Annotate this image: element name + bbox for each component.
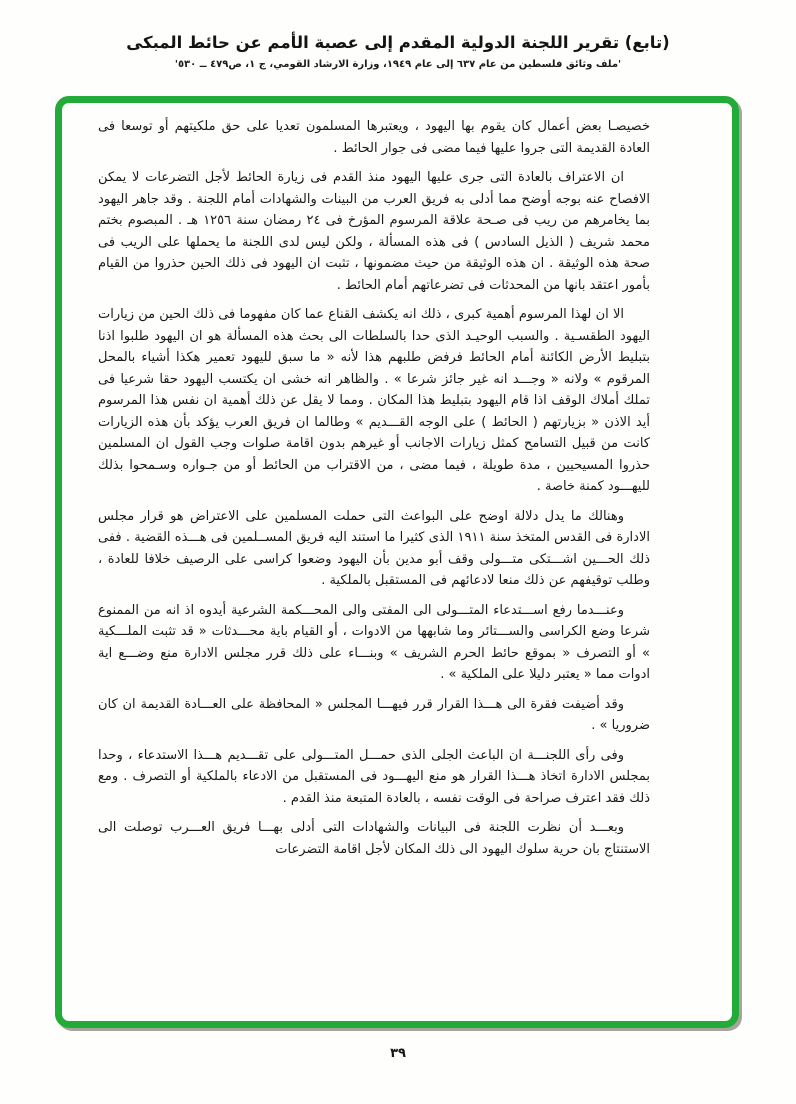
paragraph: وعنـــدما رفع اســـتدعاء المتـــولى الى المفتى والى المحـــكمة الشرعية أيدوه اذ انه من الممنوع شرعا وضع الكراسى والســـتائر وما شابهها من الادوات ، أو القيام باية محـــدثات « قد تثبت الملـــكية » أو التصرف « بموقع حائط الحرم الشريف » وبنـــاء على ذلك قرر مجلس الادارة منع وضـــع اية ادوات مما « يعتبر دليلا على الملكية » . [98, 602, 650, 682]
paragraph: ان الاعتراف بالعادة التى جرى عليها اليهود منذ القدم فى زيارة الحائط لأجل التضرعات لا يمكن الافصاح عنه بوجه أوضح مما أدلى به فريق العرب من البينات والشهادات أمام اللجنة . وقد جاهر اليهود بما يخامرهم من ريب فى صـحة علاقة المرسوم المؤرخ فى ٢٤ رمضان سنة ١٢٥٦ هـ . المبصوم بختم محمد شريف ( الذيل السادس ) فى هذه المسألة ، ولكن ليس لدى اللجنة ما يحملها على الريب فى صحة هذه الوثيقة . ان هذه الوثيقة من حيث مضمونها ، تثبت ان اليهود فى ذلك الحين حذروا من القيام بأمور اعتقد بانها من المحدثات فى تضرعاتهم أمام الحائط . [98, 170, 650, 293]
document-source-citation: 'ملف وثائق فلسطين من عام ٦٣٧ إلى عام ١٩٤٩، وزارة الارشاد القومي، ج ١، ص٤٧٩ ــ ٥٣٠' [174, 59, 622, 70]
page-number: ٣٩ [390, 1046, 406, 1061]
paragraph: وهنالك ما يدل دلالة اوضح على البواعث التى حملت المسلمين على الاعتراض هو قرار مجلس الادارة فى القدس المتخذ سنة ١٩١١ الذى كثيرا ما استند اليه فريق المســلمين فى هـــذه القضية . ففى ذلك الحـــين اشـــتكى متـــولى وقف أبو مدين بأن اليهود وضعوا كراسى على الرصيف خلافا للعادة ، وطلب توقيفهم عن ذلك منعا لادعائهم فى المستقبل بالملكية . [98, 508, 650, 588]
paragraph: وقد أضيفت فقرة الى هـــذا القرار قرر فيهـــا المجلس « المحافظة على العـــادة القديمة ان كان ضروريا » . [98, 696, 650, 733]
document-body [98, 116, 650, 860]
paragraph: الا ان لهذا المرسوم أهمية كبرى ، ذلك انه يكشف القناع عما كان مفهوما فى ذلك الحين من زيارات اليهود الطقسـية . والسبب الوحيـد الذى حدا بالسلطات الى بحث هذه المسألة هو ان اليهود طلبوا اذنا بتبليط الأرض الكائنة أمام الحائط فرفض طلبهم هذا لأنه « ما سبق لليهود تعمير هكذا أشياء بالمحل المرقوم » ولانه « وجـــد انه غير جائز شرعا » . والظاهر انه خشى ان يكتسب اليهود حقا شرعيا فى تملك أملاك الوقف اذا قام اليهود بتبليط هذا المكان . ومما لا يقل عن ذلك أهمية ان نفس هذا المرسوم أيد الاذن « بزيارتهم ( الحائط ) على الوجه القـــديم » وطالما ان فريق العرب يؤكد بأن هذه الزيارات كانت من قبيل التسامح كمثل زيارات الاجانب أو غيرهم بدون اقامة صلوات وجب القول ان المسلمين حذروا المسيحيين ، مدة طويلة ، فيما مضى ، من الاقتراب من الحائط أو من جـواره وسـمحوا بذلك لليهـــود كمنة خاصة . [98, 307, 650, 494]
page-header [0, 33, 796, 70]
paragraph: وفى رأى اللجنـــة ان الباعث الجلى الذى حمـــل المتـــولى على تقـــديم هـــذا الاستدعاء ، وحدا بمجلس الادارة اتخاذ هـــذا القرار هو منع اليهـــود فى المستقبل من الادعاء بالملكية أو التصرف . ومع ذلك فقد اعترف صراحة فى الوقت نفسه ، بالعادة المتبعة منذ القدم . [98, 747, 650, 806]
paragraph-continuation: خصيصـا بعض أعمال كان يقوم بها اليهود ، ويعتبرها المسلمون تعديا على حق ملكيتهم أو توسعا فى العادة القديمة التى جروا عليها فيما مضى فى جوار الحائط . [98, 119, 650, 156]
paragraph: وبعـــد أن نظرت اللجنة فى البيانات والشهادات التى أدلى بهـــا فريق العـــرب توصلت الى الاستنتاج بان حرية سلوك اليهود الى ذلك المكان لأجل اقامة التضرعات [98, 820, 650, 857]
document-title: (تابع) تقرير اللجنة الدولية المقدم إلى عصبة الأمم عن حائط المبكى [126, 33, 670, 52]
